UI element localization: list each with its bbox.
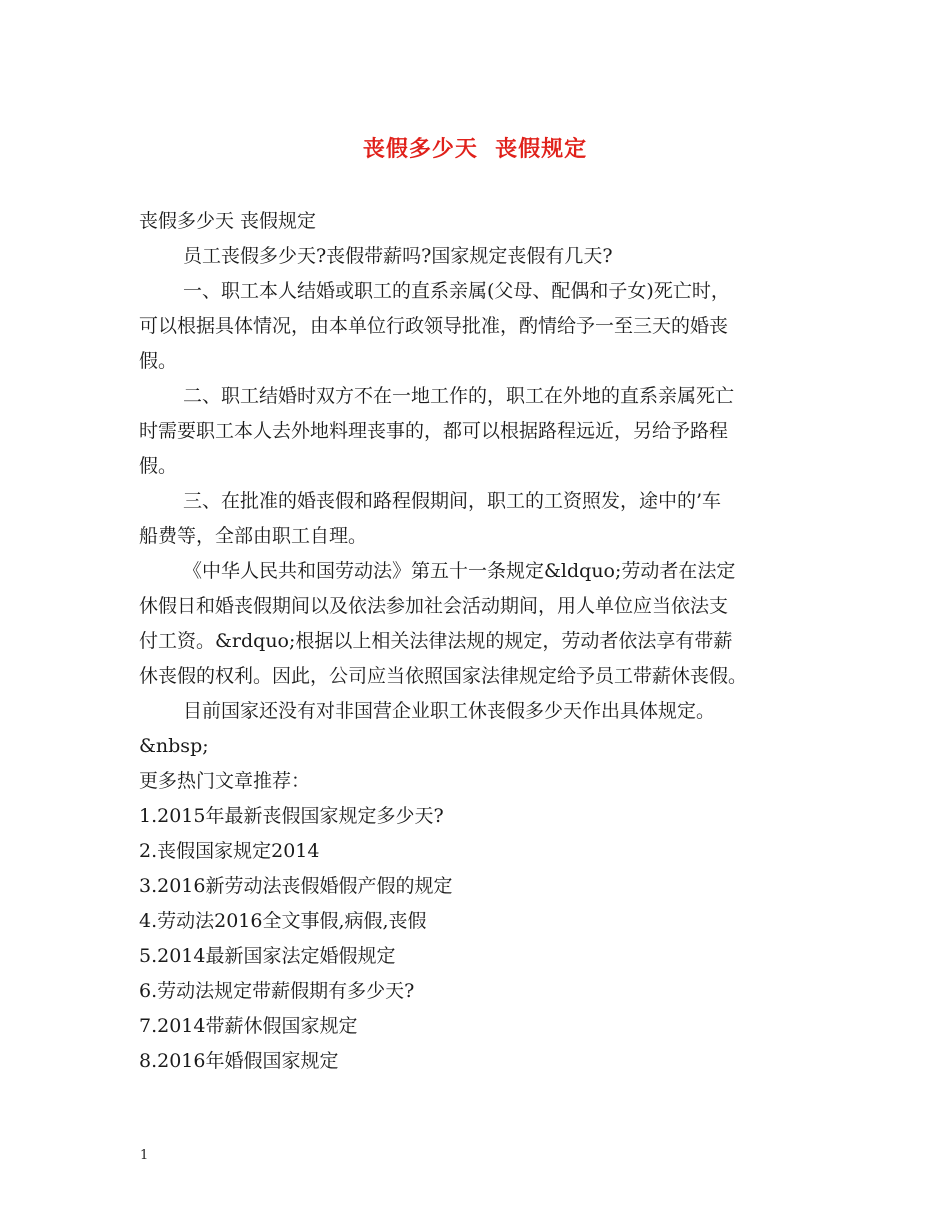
recommended-link[interactable]: 7.2014带薪休假国家规定 <box>139 1015 358 1037</box>
paragraph-line: 一、职工本人结婚或职工的直系亲属(父母、配偶和子女)死亡时， <box>183 280 730 302</box>
document-body <box>139 204 819 1079</box>
recommended-link[interactable]: 6.劳动法规定带薪假期有多少天? <box>139 980 415 1002</box>
recommended-heading: 更多热门文章推荐： <box>139 770 311 792</box>
paragraph-line: 假。 <box>139 350 178 372</box>
paragraph-line: 《中华人民共和国劳动法》第五十一条规定&ldquo;劳动者在法定 <box>183 560 736 582</box>
paragraph-line: 假。 <box>139 455 178 477</box>
paragraph-line: 付工资。&rdquo;根据以上相关法律法规的规定，劳动者依法享有带薪 <box>139 630 733 652</box>
paragraph-line: 二、职工结婚时双方不在一地工作的，职工在外地的直系亲属死亡 <box>183 385 735 407</box>
nbsp-line: &nbsp; <box>139 735 209 757</box>
paragraph-question: 员工丧假多少天?丧假带薪吗?国家规定丧假有几天? <box>183 245 613 267</box>
recommended-link[interactable]: 4.劳动法2016全文事假,病假,丧假 <box>139 910 427 932</box>
body-heading: 丧假多少天 丧假规定 <box>139 210 317 232</box>
recommended-link[interactable]: 8.2016年婚假国家规定 <box>139 1050 339 1072</box>
recommended-link[interactable]: 2.丧假国家规定2014 <box>139 840 320 862</box>
paragraph-line: 休假日和婚丧假期间以及依法参加社会活动期间，用人单位应当依法支 <box>139 595 729 617</box>
paragraph-line: 休丧假的权利。因此，公司应当依照国家法律规定给予员工带薪休丧假。 <box>139 665 748 687</box>
recommended-link[interactable]: 1.2015年最新丧假国家规定多少天? <box>139 805 444 827</box>
paragraph-line: 可以根据具体情况，由本单位行政领导批准，酌情给予一至三天的婚丧 <box>139 315 729 337</box>
page-number: 1 <box>140 1148 149 1163</box>
paragraph-line: 船费等，全部由职工自理。 <box>139 525 368 547</box>
document-title: 丧假多少天 丧假规定 <box>362 136 588 162</box>
recommended-link[interactable]: 3.2016新劳动法丧假婚假产假的规定 <box>139 875 453 897</box>
paragraph-line: 三、在批准的婚丧假和路程假期间，职工的工资照发，途中的’车 <box>183 490 722 512</box>
recommended-link[interactable]: 5.2014最新国家法定婚假规定 <box>139 945 396 967</box>
paragraph-line: 时需要职工本人去外地料理丧事的，都可以根据路程远近，另给予路程 <box>139 420 729 442</box>
paragraph-line: 目前国家还没有对非国营企业职工休丧假多少天作出具体规定。 <box>183 700 716 722</box>
